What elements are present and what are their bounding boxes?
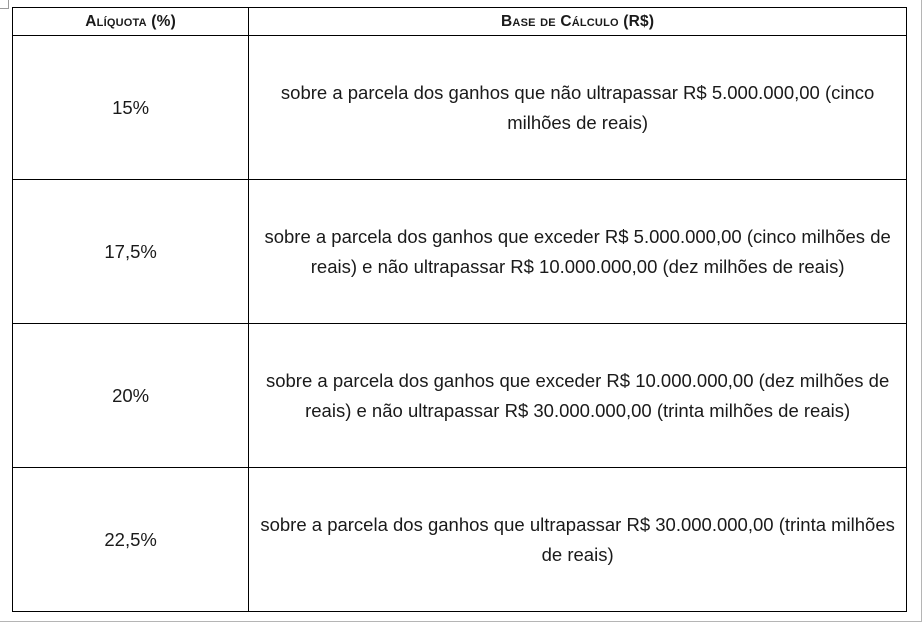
rate-cell: 22,5% bbox=[13, 468, 249, 612]
table-row bbox=[13, 468, 907, 612]
base-cell: sobre a parcela dos ganhos que exceder R$ 5.000.000,00 (cinco milhões de reais) e não ultrapassar R$ 10.000.000,00 (dez milhões de reais) bbox=[249, 180, 907, 324]
base-cell: sobre a parcela dos ganhos que não ultrapassar R$ 5.000.000,00 (cinco milhões de reais) bbox=[249, 36, 907, 180]
corner-mark bbox=[0, 0, 9, 9]
tax-rate-table bbox=[12, 7, 907, 612]
table-row bbox=[13, 36, 907, 180]
header-base: Base de Cálculo (R$) bbox=[249, 8, 907, 36]
table-row bbox=[13, 180, 907, 324]
rate-cell: 17,5% bbox=[13, 180, 249, 324]
header-rate: Alíquota (%) bbox=[13, 8, 249, 36]
base-cell: sobre a parcela dos ganhos que ultrapassar R$ 30.000.000,00 (trinta milhões de reais) bbox=[249, 468, 907, 612]
base-cell: sobre a parcela dos ganhos que exceder R$ 10.000.000,00 (dez milhões de reais) e não ultrapassar R$ 30.000.000,00 (trinta milhões de reais) bbox=[249, 324, 907, 468]
table-row bbox=[13, 324, 907, 468]
rate-cell: 20% bbox=[13, 324, 249, 468]
rate-cell: 15% bbox=[13, 36, 249, 180]
table-header-row bbox=[13, 8, 907, 36]
